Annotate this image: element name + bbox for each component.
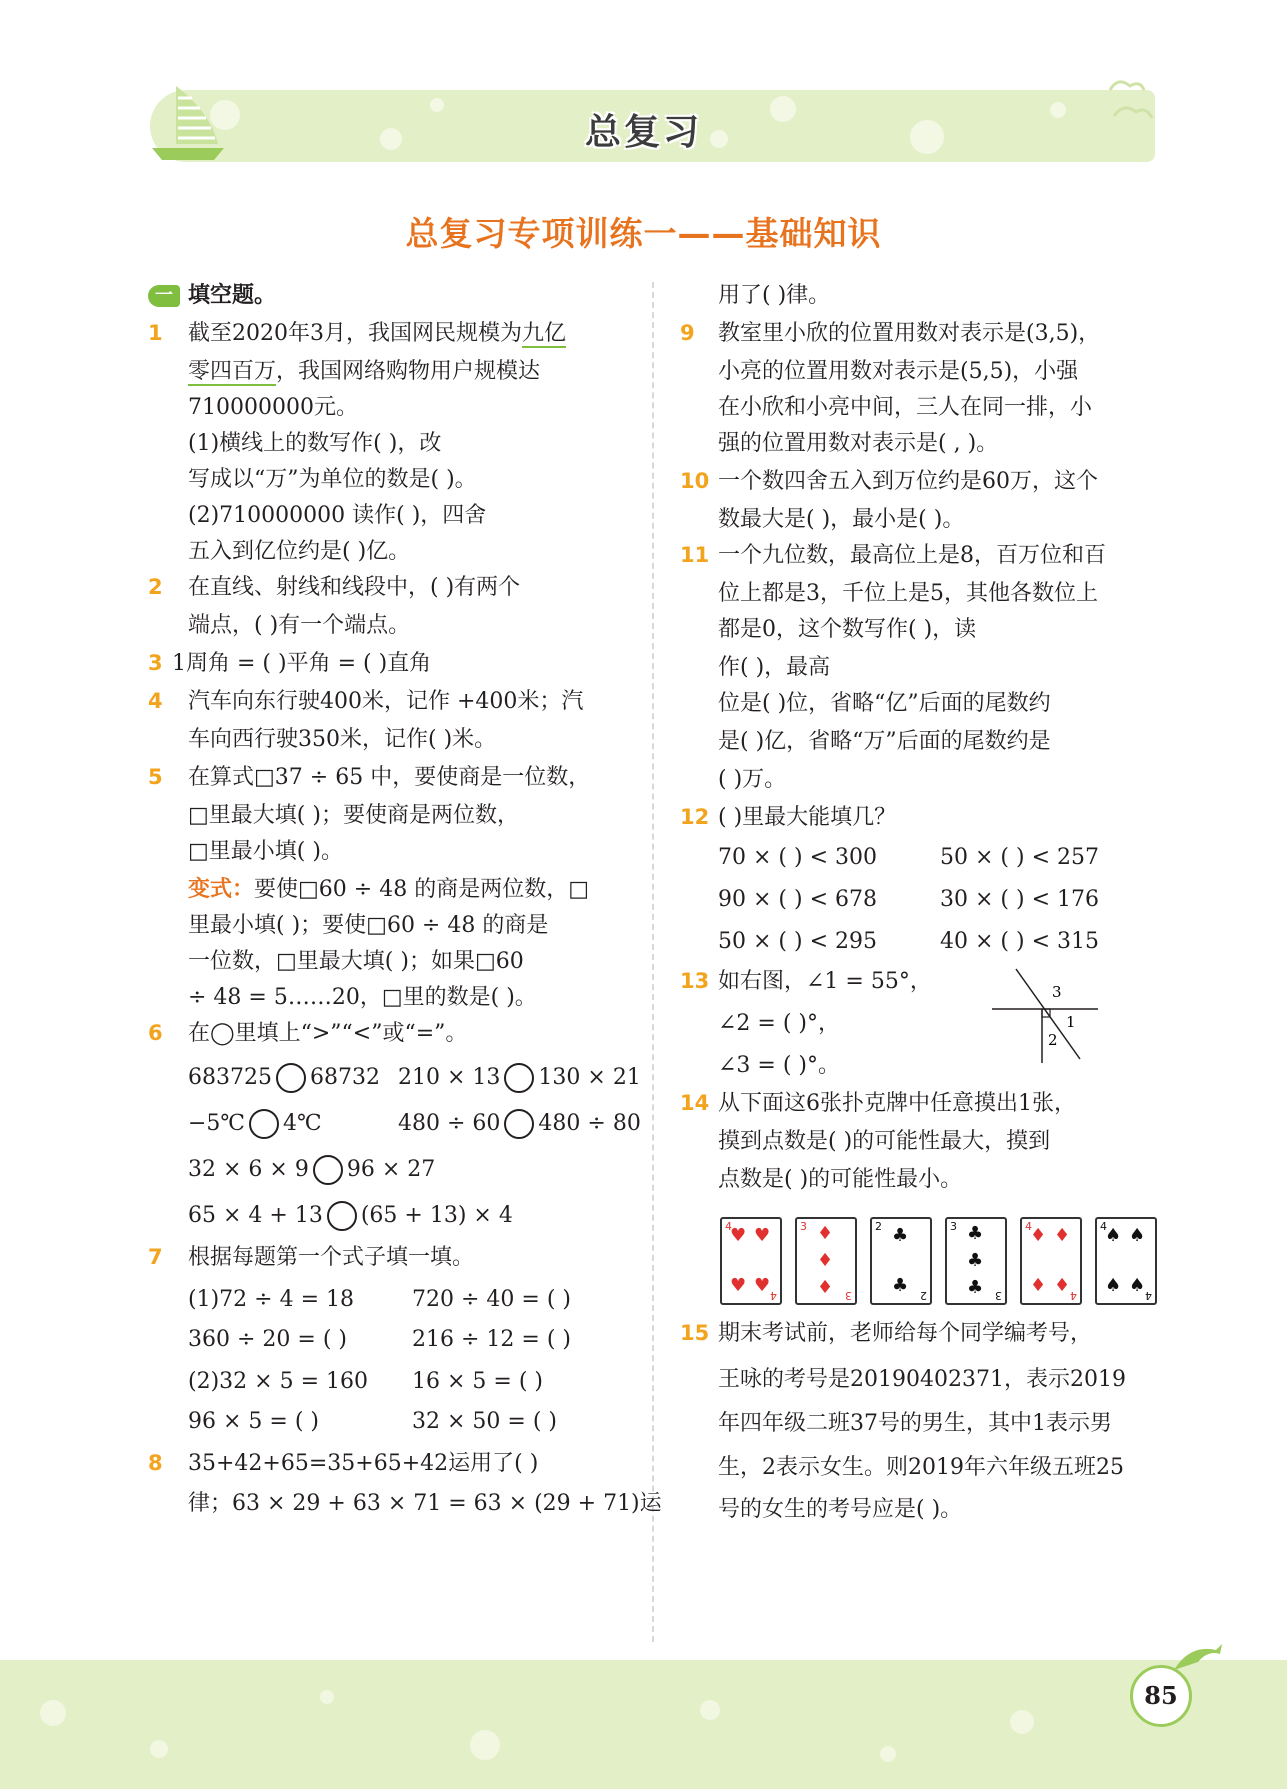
question-text: 一个数四舍五入到万位约是60万，这个 [718, 469, 1098, 494]
question-text: 数最大是( )，最小是( )。 [718, 507, 965, 532]
text: 要使□60 ÷ 48 的商是两位数，□ [254, 877, 589, 902]
question-text: 用了( )律。 [718, 283, 831, 308]
column-divider [652, 282, 654, 1642]
question-text: 在算式□37 ÷ 65 中，要使商是一位数， [188, 765, 591, 790]
question-text: 五入到亿位约是( )亿。 [188, 539, 411, 564]
playing-card [795, 1217, 857, 1305]
question-number: 9 [680, 321, 695, 345]
card-rank: 4 [770, 1289, 777, 1302]
question-number: 15 [680, 1321, 710, 1345]
equation: 216 ÷ 12 = ( ) [412, 1327, 571, 1352]
question-text: □里最小填( )。 [188, 839, 343, 864]
answer-circle[interactable] [313, 1155, 343, 1185]
text: (65 + 13) × 4 [360, 1203, 513, 1228]
angle-figure [990, 965, 1100, 1065]
playing-card [720, 1217, 782, 1305]
playing-card [870, 1217, 932, 1305]
angle-label-1: 1 [1066, 1013, 1076, 1031]
inequality: 70 × ( ) < 300 [718, 845, 877, 870]
underlined-number: 零四百万 [188, 359, 277, 384]
section-header [148, 279, 276, 313]
card-rank: 3 [800, 1220, 807, 1233]
question-text: 教室里小欣的位置用数对表示是(3,5)， [718, 321, 1101, 346]
text: 65 × 4 + 13 [188, 1203, 323, 1228]
answer-circle[interactable] [276, 1063, 306, 1093]
card-rank: 4 [1025, 1220, 1032, 1233]
card-suit-icon: ♣ [967, 1223, 984, 1244]
question-text: 一位数，□里最大填( )；如果□60 [188, 949, 524, 974]
playing-card [1095, 1217, 1157, 1305]
card-rank: 4 [1070, 1289, 1077, 1302]
underlined-number: 九亿 [522, 321, 567, 346]
text: ，我国网络购物用户规模达 [276, 359, 541, 384]
card-suit-icon: ♦ [817, 1277, 834, 1298]
question-text: 35+42+65=35+65+42运用了( ) [188, 1451, 539, 1476]
compare-row [188, 1107, 322, 1141]
inequality: 30 × ( ) < 176 [940, 887, 1099, 912]
card-suit-icon: ♥ [730, 1225, 747, 1246]
question-number: 11 [680, 543, 710, 567]
question-number: 14 [680, 1091, 710, 1115]
compare-row [188, 1153, 435, 1187]
question-text [188, 317, 566, 351]
question-text: 是( )亿，省略“万”后面的尾数约是 [718, 729, 1051, 754]
card-rank: 4 [1100, 1220, 1107, 1233]
compare-row [188, 1061, 380, 1095]
text: 683725 [188, 1065, 272, 1090]
question-text: 点数是( )的可能性最小。 [718, 1167, 963, 1192]
card-suit-icon: ♦ [1054, 1225, 1071, 1246]
playing-cards [720, 1217, 1160, 1307]
question-text: ( )万。 [718, 767, 787, 792]
text: 32 × 6 × 9 [188, 1157, 309, 1182]
question-text: 从下面这6张扑克牌中任意摸出1张， [718, 1091, 1076, 1116]
card-suit-icon: ♦ [1054, 1275, 1071, 1296]
question-number: 5 [148, 765, 163, 789]
text: 130 × 21 [538, 1065, 641, 1090]
question-text: 车向西行驶350米，记作( )米。 [188, 727, 497, 752]
question-text: 一个九位数，最高位上是8，百万位和百 [718, 543, 1106, 568]
inequality: 50 × ( ) < 257 [940, 845, 1099, 870]
question-text [188, 355, 540, 389]
card-suit-icon: ♠ [1129, 1275, 1146, 1296]
card-suit-icon: ♣ [967, 1277, 984, 1298]
card-suit-icon: ♦ [817, 1250, 834, 1271]
question-text: 小亮的位置用数对表示是(5,5)，小强 [718, 359, 1079, 384]
question-text: ∠2 = ( )°， [718, 1011, 841, 1036]
question-text: □里最大填( )；要使商是两位数， [188, 803, 519, 828]
question-text: 写成以“万”为单位的数是( )。 [188, 467, 477, 492]
answer-circle[interactable] [249, 1109, 279, 1139]
card-suit-icon: ♥ [730, 1275, 747, 1296]
compare-row [188, 1199, 513, 1233]
banner-title: 总复习 [584, 112, 702, 153]
text: −5℃ [188, 1111, 246, 1136]
question-number: 12 [680, 805, 710, 829]
card-suit-icon: ♠ [1129, 1225, 1146, 1246]
question-text: 端点，( )有一个端点。 [188, 613, 411, 638]
page-title: 总复习专项训练一——基础知识 [405, 214, 882, 253]
question-text: 作( )，最高 [718, 655, 831, 680]
equation: 32 × 50 = ( ) [412, 1409, 557, 1434]
question-text: 生，2表示女生。则2019年六年级五班25 [718, 1455, 1124, 1480]
question-text: 710000000元。 [188, 395, 358, 420]
text: 68732 [309, 1065, 380, 1090]
equation: 96 × 5 = ( ) [188, 1409, 319, 1434]
equation: (1)72 ÷ 4 = 18 [188, 1287, 354, 1312]
question-number: 3 [148, 651, 163, 675]
page-number: 85 [1130, 1665, 1192, 1727]
question-text: 位上都是3，千位上是5，其他各数位上 [718, 581, 1098, 606]
text: 4℃ [283, 1111, 322, 1136]
card-rank: 2 [920, 1289, 927, 1302]
card-suit-icon: ♥ [754, 1225, 771, 1246]
question-text [188, 873, 589, 907]
text: 210 × 13 [398, 1065, 501, 1090]
card-rank: 4 [725, 1220, 732, 1233]
compare-row [398, 1061, 641, 1095]
equation: 360 ÷ 20 = ( ) [188, 1327, 347, 1352]
question-text: (1)横线上的数写作( )，改 [188, 431, 442, 456]
question-number: 10 [680, 469, 710, 493]
card-suit-icon: ♦ [1030, 1225, 1047, 1246]
card-suit-icon: ♣ [892, 1225, 909, 1246]
question-text: 里最小填( )；要使□60 ÷ 48 的商是 [188, 913, 549, 938]
question-text: 如右图，∠1 = 55°， [718, 969, 932, 994]
playing-card [1020, 1217, 1082, 1305]
question-number: 6 [148, 1021, 163, 1045]
card-rank: 2 [875, 1220, 882, 1233]
question-number: 4 [148, 689, 163, 713]
equation: 720 ÷ 40 = ( ) [412, 1287, 571, 1312]
question-text: 汽车向东行驶400米，记作 +400米；汽 [188, 689, 584, 714]
card-suit-icon: ♣ [967, 1250, 984, 1271]
question-text: 王咏的考号是20190402371，表示2019 [718, 1367, 1126, 1392]
question-text: 摸到点数是( )的可能性最大，摸到 [718, 1129, 1051, 1154]
question-text: 号的女生的考号应是( )。 [718, 1497, 963, 1522]
question-text: 在直线、射线和线段中，( )有两个 [188, 575, 521, 600]
section-badge: 一 [148, 285, 180, 307]
question-text: 位是( )位，省略“亿”后面的尾数约 [718, 691, 1051, 716]
question-text: 强的位置用数对表示是( , )。 [718, 431, 999, 456]
question-text: (2)710000000 读作( )，四舍 [188, 503, 487, 528]
inequality: 50 × ( ) < 295 [718, 929, 877, 954]
question-number: 2 [148, 575, 163, 599]
question-number: 7 [148, 1245, 163, 1269]
text: 480 ÷ 60 [398, 1111, 501, 1136]
variant-label: 变式： [188, 877, 255, 902]
question-text: 律；63 × 29 + 63 × 71 = 63 × (29 + 71)运 [188, 1491, 662, 1516]
inequality: 40 × ( ) < 315 [940, 929, 1099, 954]
footer-band [0, 1660, 1287, 1789]
card-suit-icon: ♦ [817, 1223, 834, 1244]
question-text: 在小欣和小亮中间，三人在同一排，小 [718, 395, 1093, 420]
text: 截至2020年3月，我国网民规模为 [188, 321, 522, 346]
card-rank: 4 [1145, 1289, 1152, 1302]
question-text: ÷ 48 = 5……20，□里的数是( )。 [188, 985, 537, 1010]
angle-label-3: 3 [1052, 983, 1062, 1001]
answer-circle[interactable] [327, 1201, 357, 1231]
card-suit-icon: ♦ [1030, 1275, 1047, 1296]
question-text: 在◯里填上“>”“<”或“=”。 [188, 1021, 468, 1046]
angle-label-2: 2 [1048, 1031, 1058, 1049]
answer-circle[interactable] [504, 1109, 534, 1139]
card-suit-icon: ♠ [1105, 1225, 1122, 1246]
card-suit-icon: ♥ [754, 1275, 771, 1296]
equation: (2)32 × 5 = 160 [188, 1369, 368, 1394]
playing-card [945, 1217, 1007, 1305]
question-number: 13 [680, 969, 710, 993]
inequality: 90 × ( ) < 678 [718, 887, 877, 912]
question-text: 期末考试前，老师给每个同学编考号， [718, 1321, 1093, 1346]
compare-row [398, 1107, 641, 1141]
question-number: 8 [148, 1451, 163, 1475]
card-suit-icon: ♣ [892, 1275, 909, 1296]
question-text: 都是0，这个数写作( )，读 [718, 617, 977, 642]
card-rank: 3 [845, 1289, 852, 1302]
question-text: ∠3 = ( )°。 [718, 1053, 841, 1078]
question-text: 年四年级二班37号的男生，其中1表示男 [718, 1411, 1112, 1436]
text: 480 ÷ 80 [538, 1111, 641, 1136]
question-text: 根据每题第一个式子填一填。 [188, 1245, 475, 1270]
card-rank: 3 [995, 1289, 1002, 1302]
text: 96 × 27 [346, 1157, 436, 1182]
card-suit-icon: ♠ [1105, 1275, 1122, 1296]
answer-circle[interactable] [504, 1063, 534, 1093]
question-text: ( )里最大能填几？ [718, 805, 897, 830]
question-text: 1周角 = ( )平角 = ( )直角 [172, 651, 432, 676]
equation: 16 × 5 = ( ) [412, 1369, 543, 1394]
section-title: 填空题。 [188, 283, 277, 308]
question-number: 1 [148, 321, 163, 345]
card-rank: 3 [950, 1220, 957, 1233]
